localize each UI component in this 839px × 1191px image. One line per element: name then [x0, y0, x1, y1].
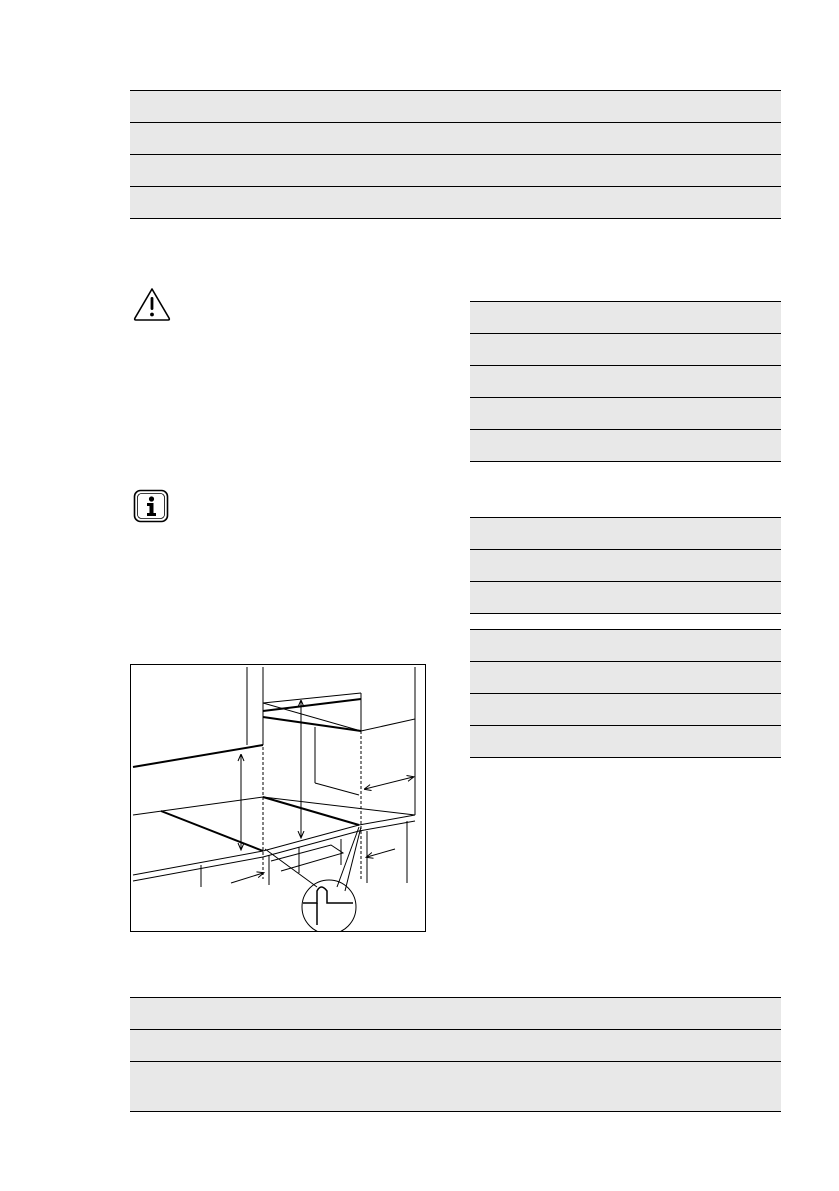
installation-figure: [130, 664, 426, 932]
table-row: [130, 1061, 781, 1111]
right-table-3: [470, 629, 781, 758]
table-row: [470, 301, 781, 333]
table-bottom-rule: [470, 613, 781, 614]
table-row: [470, 333, 781, 365]
table-row: [130, 997, 781, 1029]
table-bottom-rule: [470, 757, 781, 758]
table-row: [470, 629, 781, 661]
table-row: [470, 549, 781, 581]
table-row: [470, 581, 781, 613]
table-row: [130, 154, 781, 186]
table-row: [470, 397, 781, 429]
table-row: [470, 517, 781, 549]
table-row: [470, 693, 781, 725]
warning-triangle-icon: [132, 286, 172, 322]
table-bottom-rule: [130, 218, 781, 219]
table-row: [130, 186, 781, 218]
info-icon: [133, 489, 169, 523]
top-table: [130, 90, 781, 219]
table-bottom-rule: [130, 1111, 781, 1112]
table-bottom-rule: [470, 461, 781, 462]
right-table-1: [470, 301, 781, 462]
table-row: [130, 90, 781, 122]
installation-diagram: [131, 665, 425, 931]
table-row: [470, 429, 781, 461]
table-row: [130, 122, 781, 154]
table-row: [470, 365, 781, 397]
table-row: [470, 725, 781, 757]
right-table-2: [470, 517, 781, 614]
table-row: [470, 661, 781, 693]
table-row: [130, 1029, 781, 1061]
bottom-table: [130, 997, 781, 1112]
